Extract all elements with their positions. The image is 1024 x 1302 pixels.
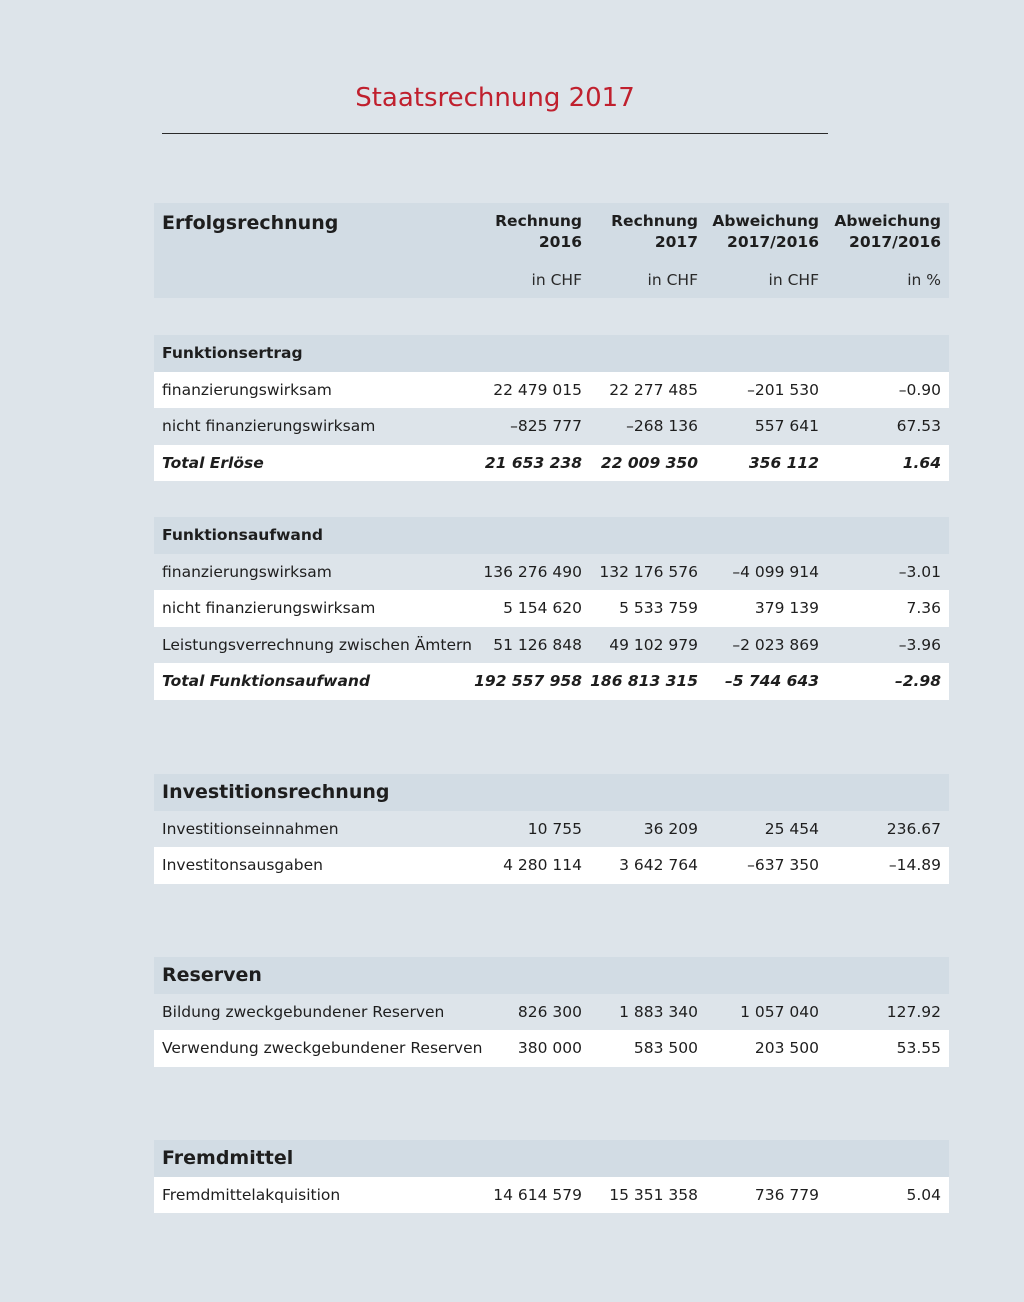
- column-header-line2: 2017: [654, 233, 698, 251]
- value-abweichung-chf: –637 350: [747, 856, 819, 874]
- value-rechnung-2016: 192 557 958: [474, 672, 582, 690]
- value-rechnung-2017: 5 533 759: [619, 599, 698, 617]
- row-label: Fremdmittelakquisition: [162, 1185, 341, 1204]
- erfolgsrechnung-header: [154, 203, 949, 298]
- title-divider: [162, 133, 828, 134]
- value-rechnung-2016: 21 653 238: [484, 453, 582, 472]
- value-abweichung-pct: –2.98: [895, 672, 941, 690]
- group-title: Funktionsertrag: [162, 344, 303, 362]
- value-abweichung-pct: 67.53: [896, 417, 941, 435]
- value-rechnung-2016: 380 000: [517, 1039, 582, 1057]
- erfolgsrechnung-title: Erfolgsrechnung: [162, 212, 339, 234]
- column-header-line2: 2017/2016: [727, 233, 819, 251]
- group-title: Funktionsaufwand: [162, 526, 323, 544]
- value-abweichung-chf: 25 454: [764, 819, 819, 838]
- section-title: Fremdmittel: [162, 1147, 294, 1169]
- table-row: [154, 847, 949, 884]
- row-label: finanzierungswirksam: [162, 562, 332, 581]
- row-label: Investitonsausgaben: [162, 856, 323, 874]
- table-row: [154, 372, 949, 409]
- value-rechnung-2016: 10 755: [527, 819, 582, 838]
- column-unit: in CHF: [768, 271, 819, 289]
- value-abweichung-pct: 1.64: [902, 453, 941, 472]
- column-header-line2: 2017/2016: [849, 233, 941, 251]
- total-row: [154, 663, 949, 700]
- value-rechnung-2017: 22 277 485: [609, 380, 698, 399]
- column-header-rechnung-2016: [495, 211, 582, 253]
- value-rechnung-2017: –268 136: [626, 417, 698, 435]
- table-row: [154, 590, 949, 627]
- section-title: Reserven: [162, 964, 262, 986]
- funktionsaufwand-section: [154, 517, 949, 700]
- table-row: [154, 1177, 949, 1214]
- value-abweichung-chf: –5 744 643: [724, 672, 819, 690]
- row-label: nicht finanzierungswirksam: [162, 417, 376, 435]
- column-header-rechnung-2017: [611, 211, 698, 253]
- column-header-abweichung-chf: [712, 211, 819, 253]
- value-rechnung-2016: 136 276 490: [483, 562, 582, 581]
- group-header-row: [154, 517, 949, 554]
- value-rechnung-2017: 3 642 764: [619, 856, 698, 874]
- fremdmittel-section: [154, 1140, 949, 1213]
- column-unit: in %: [907, 271, 941, 289]
- total-label: Total Funktionsaufwand: [162, 672, 371, 690]
- row-label: Bildung zweckgebundener Reserven: [162, 1002, 445, 1021]
- total-row: [154, 445, 949, 482]
- value-abweichung-pct: –3.96: [898, 635, 941, 654]
- column-unit: in CHF: [647, 271, 698, 289]
- section-header-row: [154, 774, 949, 811]
- table-row: [154, 811, 949, 848]
- value-abweichung-chf: 379 139: [754, 599, 819, 617]
- value-abweichung-pct: 236.67: [886, 819, 941, 838]
- value-abweichung-pct: 7.36: [906, 599, 941, 617]
- value-rechnung-2017: 132 176 576: [599, 562, 698, 581]
- value-rechnung-2017: 22 009 350: [600, 453, 698, 472]
- value-rechnung-2016: 14 614 579: [493, 1185, 582, 1204]
- column-header-line2: 2016: [538, 233, 582, 251]
- value-abweichung-chf: 557 641: [754, 417, 819, 435]
- value-rechnung-2016: 22 479 015: [493, 380, 582, 399]
- value-abweichung-pct: –14.89: [888, 856, 941, 874]
- column-header-line1: Abweichung: [712, 212, 819, 230]
- investitionsrechnung-section: [154, 774, 949, 884]
- value-abweichung-pct: 127.92: [886, 1002, 941, 1021]
- value-rechnung-2017: 36 209: [643, 819, 698, 838]
- column-header-line1: Rechnung: [611, 212, 698, 230]
- table-row: [154, 554, 949, 591]
- value-rechnung-2017: 1 883 340: [619, 1002, 698, 1021]
- row-label: Leistungsverrechnung zwischen Ämtern: [162, 635, 472, 654]
- page-title: Staatsrechnung 2017: [355, 83, 635, 113]
- value-abweichung-chf: 203 500: [754, 1039, 819, 1057]
- row-label: Verwendung zweckgebundener Reserven: [162, 1039, 483, 1057]
- value-rechnung-2016: –825 777: [510, 417, 582, 435]
- table-row: [154, 627, 949, 664]
- value-abweichung-chf: 1 057 040: [740, 1002, 819, 1021]
- row-label: finanzierungswirksam: [162, 380, 332, 399]
- row-label: Investitionseinnahmen: [162, 819, 339, 838]
- total-label: Total Erlöse: [162, 453, 264, 472]
- value-abweichung-chf: –201 530: [747, 380, 819, 399]
- column-header-line1: Abweichung: [834, 212, 941, 230]
- section-header-row: [154, 1140, 949, 1177]
- value-rechnung-2016: 4 280 114: [503, 856, 582, 874]
- value-abweichung-pct: –3.01: [898, 562, 941, 581]
- value-abweichung-pct: 53.55: [896, 1039, 941, 1057]
- row-label: nicht finanzierungswirksam: [162, 599, 376, 617]
- section-title: Investitionsrechnung: [162, 781, 390, 803]
- value-rechnung-2017: 583 500: [633, 1039, 698, 1057]
- value-abweichung-pct: 5.04: [906, 1185, 941, 1204]
- section-header-row: [154, 957, 949, 994]
- value-abweichung-chf: 356 112: [748, 453, 819, 472]
- table-row: [154, 994, 949, 1031]
- group-header-row: [154, 335, 949, 372]
- column-header-line1: Rechnung: [495, 212, 582, 230]
- value-abweichung-chf: –4 099 914: [732, 562, 819, 581]
- value-rechnung-2016: 51 126 848: [493, 635, 582, 654]
- table-row: [154, 1030, 949, 1067]
- column-header-abweichung-pct: [834, 211, 941, 253]
- value-rechnung-2017: 15 351 358: [609, 1185, 698, 1204]
- value-abweichung-pct: –0.90: [898, 380, 941, 399]
- funktionsertrag-section: [154, 335, 949, 481]
- value-abweichung-chf: 736 779: [754, 1185, 819, 1204]
- value-rechnung-2016: 5 154 620: [503, 599, 582, 617]
- value-abweichung-chf: –2 023 869: [732, 635, 819, 654]
- reserven-section: [154, 957, 949, 1067]
- value-rechnung-2017: 49 102 979: [609, 635, 698, 654]
- value-rechnung-2017: 186 813 315: [590, 672, 698, 690]
- value-rechnung-2016: 826 300: [517, 1002, 582, 1021]
- column-unit: in CHF: [531, 271, 582, 289]
- table-row: [154, 408, 949, 445]
